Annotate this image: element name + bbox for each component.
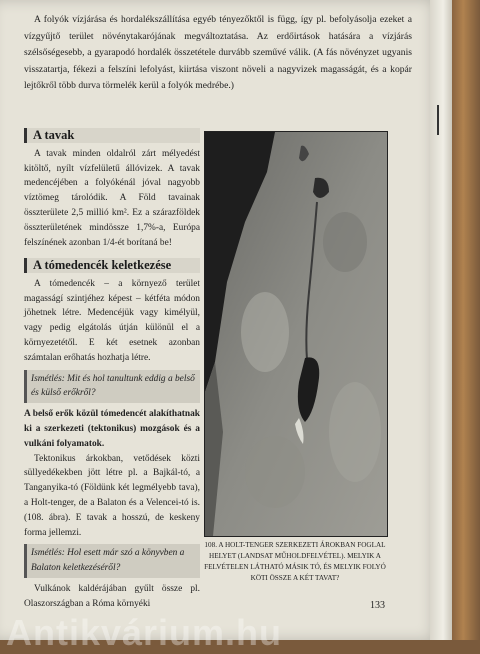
basin-section (24, 258, 200, 612)
basin-heading: A tómedencék keletkezése (24, 258, 200, 273)
basin-paragraph-3: Tektonikus árkokban, vetődések közti süllyedékekben jött létre pl. a Bajkál-tó, a Tanganyika-tó (Földünk két legmélyebb tava), a Holt-tenger, de a Balaton és a Velencei-tó is. (108. ábra). E tavak a hosszú, de keskeny forma jellemzi. (24, 453, 200, 538)
lakes-heading: A tavak (24, 128, 200, 143)
lakes-section (24, 128, 200, 250)
intro-paragraph: A folyók vízjárása és hordalékszállítása egyéb tényezőktől is függ, így pl. befolyásolja ezeket a vízgyűjtő terület növénytakarójának megváltoztatása. Az erdőirtások hatására a vízjárás szélsőségesebb, a gyarapodó hordalék összetétele durvább szeművé válik. (A fás növényzet ugyanis visszatartja, fékezi a felszíni lefolyást, kiirtása viszont növeli a nagyvizek magasságát, és a kopár lejtőkről több durva törmelék kerül a folyók medrébe.) (24, 14, 412, 91)
review-question-2: Ismétlés: Hol esett már szó a könyvben a Balaton keletkezéséről? (24, 544, 200, 578)
watermark-logo: Antikvárium.hu (6, 612, 283, 653)
lakes-paragraph: A tavak minden oldalról zárt mélyedést kitöltő, nyílt vízfelületű állóvizek. A tavak medencéjében a folyókénál jóval nagyobb víztömeg tárolódik. A Föld tavainak összterülete 2,5 millió km². Ez a szárazföldek összterületének mindössze 1,7%-a, Európa felszínének azonban 1/4-ét borítaná be! (24, 148, 200, 248)
table-background (452, 0, 480, 640)
satellite-image-graphic (205, 132, 387, 536)
basin-paragraph-1: A tómedencék – a környező terület magasságí szintjéhez képest – kétféta módon jöhetnek létre. Medencéjük vagy kimélyül, vagy pedig elgátolás útján különül el a környezetétől. E két esetnek azonban számtalan erőhatás hozhatja létre. (24, 278, 200, 363)
satellite-photo (204, 131, 388, 537)
page-edge (430, 0, 452, 640)
basin-paragraph-4: Vulkánok kaldérájában gyűlt össze pl. Olaszországban a Róma környéki (24, 583, 200, 609)
page-number: 133 (370, 600, 385, 611)
photo-caption: 108. A HOLT-TENGER SZERKEZETI ÁROKBAN FOGLAL HELYET (LANDSAT MŰHOLDFELVÉTEL). MELYIK A FELVÉTELEN LÁTHATÓ MÁSIK TÓ, ÉS MELYIK FOLYÓ KÖTI ÖSSZE A KÉT TAVAT? (204, 541, 386, 582)
page-edge-mark (437, 105, 439, 135)
basin-paragraph-2: A belső erők közül tómedencét alakíthatnak ki a szerkezeti (tektonikus) mozgások és a vulkáni folyamatok. (24, 409, 200, 449)
review-question-1: Ismétlés: Mit és hol tanultunk eddig a belső és külső erőkről? (24, 370, 200, 404)
